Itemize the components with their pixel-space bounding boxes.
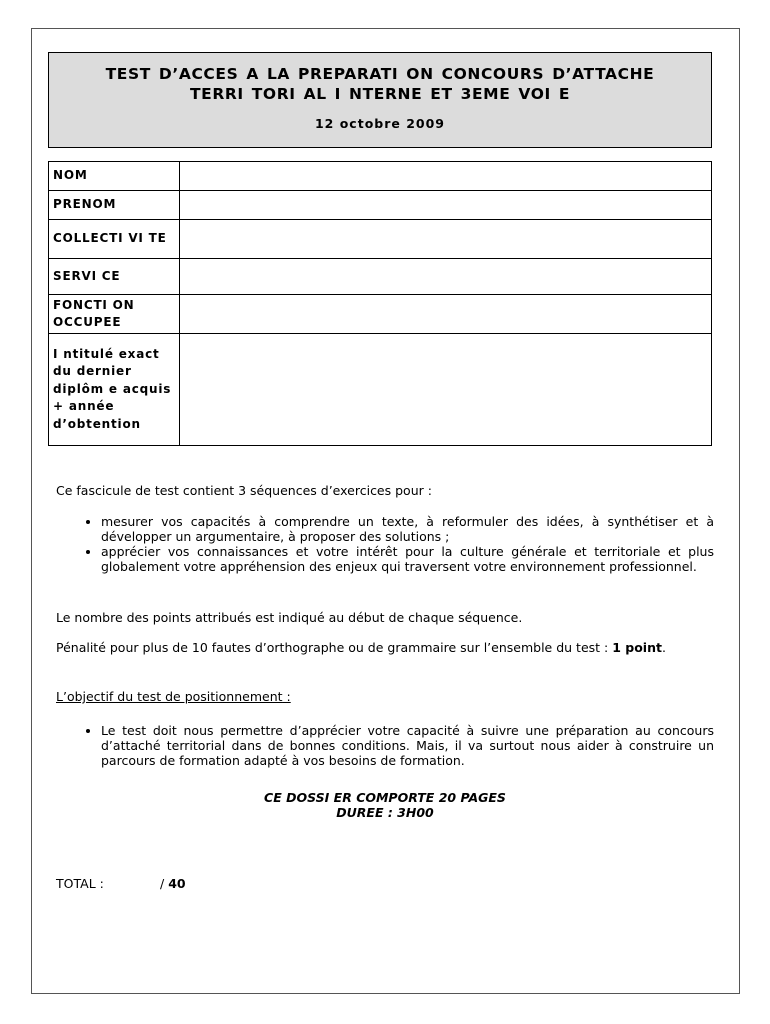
objective-item: • Le test doit nous permettre d’apprécier votre capacité à suivre une préparation au concours d’attaché territorial dans de bonnes conditions. Mais, il va surtout nous aider à construire un parcours de formation adapté à vos besoins de formation. — [101, 723, 714, 768]
form-row-diplome — [49, 334, 712, 446]
form-row-prenom — [49, 191, 712, 220]
form-row-service — [49, 259, 712, 295]
dossier-pages: CE DOSSI ER COMPORTE 20 PAGES — [264, 790, 506, 805]
objective-heading-suffix: : — [282, 689, 291, 704]
penalty-text — [56, 640, 714, 655]
form-value-field[interactable] — [180, 334, 712, 446]
form-label: FONCTI ON OCCUPEE — [49, 295, 180, 334]
total-label: TOTAL : — [56, 876, 104, 891]
objective-list — [56, 723, 714, 768]
total-max: 40 — [168, 876, 186, 891]
objective-heading — [56, 689, 714, 704]
form-value-field[interactable] — [180, 162, 712, 191]
title-line-2: TERRI TORI AL I NTERNE ET 3EME VOI E — [189, 85, 571, 103]
form-row-nom — [49, 162, 712, 191]
dossier-duration: DUREE : 3H00 — [336, 805, 434, 820]
form-row-collectivite — [49, 220, 712, 259]
penalty-label: Pénalité pour plus de 10 fautes d’orthographe ou de grammaire sur l’ensemble du test : — [56, 640, 609, 655]
document-date: 12 octobre 2009 — [314, 116, 446, 131]
form-value-field[interactable] — [180, 259, 712, 295]
form-label: PRENOM — [49, 191, 180, 220]
total-score — [160, 876, 186, 891]
document-title — [49, 64, 711, 104]
penalty-value: 1 point — [612, 640, 662, 655]
identity-form-table — [48, 161, 712, 446]
objective-heading-text: L’objectif du test de positionnement — [56, 689, 283, 704]
form-label: NOM — [49, 162, 180, 191]
goal-item: • apprécier vos connaissances et votre intérêt pour la culture générale et territoriale et plus globalement votre appréhension des enjeux qui traversent votre environnement professionnel. — [101, 544, 714, 574]
goals-list — [56, 514, 714, 574]
total-line — [56, 876, 186, 891]
penalty-suffix: . — [661, 640, 666, 655]
header-box — [48, 52, 712, 148]
form-label: COLLECTI VI TE — [49, 220, 180, 259]
form-value-field[interactable] — [180, 191, 712, 220]
title-line-1: TEST D’ACCES A LA PREPARATI ON CONCOURS D’ATTACHE — [105, 65, 655, 83]
points-note: Le nombre des points attribués est indiqué au début de chaque séquence. — [56, 610, 523, 625]
form-value-field[interactable] — [180, 295, 712, 334]
form-row-fonction — [49, 295, 712, 334]
form-label: SERVI CE — [49, 259, 180, 295]
total-slash: / — [160, 876, 169, 891]
form-value-field[interactable] — [180, 220, 712, 259]
form-label: I ntitulé exact du dernier diplôm e acquis + année d’obtention — [49, 334, 180, 446]
intro-text: Ce fascicule de test contient 3 séquences d’exercices pour : — [56, 483, 432, 498]
goal-item: • mesurer vos capacités à comprendre un texte, à reformuler des idées, à synthétiser et à développer un argumentaire, à proposer des solutions ; — [101, 514, 714, 544]
